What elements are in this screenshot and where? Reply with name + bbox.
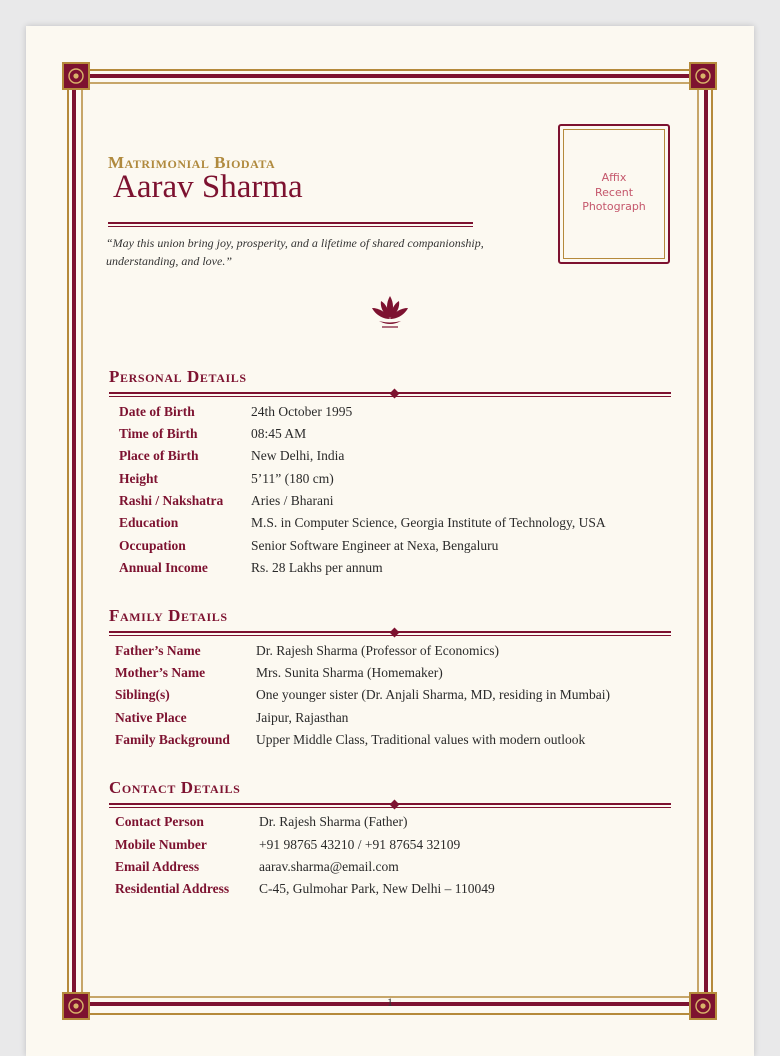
title-divider bbox=[108, 222, 473, 228]
document-kicker: Matrimonial Biodata bbox=[108, 153, 276, 172]
photo-label-line-1: Affix bbox=[601, 171, 627, 184]
list-item bbox=[115, 881, 715, 901]
list-item bbox=[115, 814, 715, 834]
title-block bbox=[108, 154, 478, 205]
field-value: 24th October 1995 bbox=[251, 404, 353, 419]
field-label: Education bbox=[119, 515, 179, 530]
corner-ornament-icon bbox=[62, 62, 90, 90]
section-divider bbox=[109, 391, 671, 399]
list-item bbox=[119, 493, 719, 513]
corner-ornament-icon bbox=[689, 62, 717, 90]
section-title-personal: Personal Details bbox=[109, 367, 247, 386]
section-title-family: Family Details bbox=[109, 606, 228, 625]
list-item bbox=[119, 471, 719, 491]
field-value: C-45, Gulmohar Park, New Delhi – 110049 bbox=[259, 881, 495, 896]
field-label: Residential Address bbox=[115, 881, 230, 896]
field-value: Senior Software Engineer at Nexa, Bengaluru bbox=[251, 538, 499, 553]
field-value: Upper Middle Class, Traditional values with modern outlook bbox=[256, 732, 586, 747]
field-label: Height bbox=[119, 471, 158, 486]
list-item bbox=[115, 710, 715, 730]
list-item bbox=[119, 515, 719, 535]
photo-placeholder bbox=[558, 124, 670, 264]
field-label: Family Background bbox=[115, 732, 230, 747]
field-label: Date of Birth bbox=[119, 404, 195, 419]
corner-ornament-icon bbox=[689, 992, 717, 1020]
field-label: Place of Birth bbox=[119, 448, 199, 463]
field-value: New Delhi, India bbox=[251, 448, 345, 463]
list-item bbox=[115, 687, 715, 707]
field-label: Contact Person bbox=[115, 814, 204, 829]
list-item bbox=[115, 643, 715, 663]
field-value: Rs. 28 Lakhs per annum bbox=[251, 560, 383, 575]
list-item bbox=[115, 859, 715, 879]
photo-label-line-3: Photograph bbox=[582, 200, 646, 213]
field-label: Father’s Name bbox=[115, 643, 201, 658]
list-item bbox=[115, 837, 715, 857]
field-value: +91 98765 43210 / +91 87654 32109 bbox=[259, 837, 461, 852]
field-value: Jaipur, Rajasthan bbox=[256, 710, 349, 725]
field-value: One younger sister (Dr. Anjali Sharma, MD, residing in Mumbai) bbox=[256, 687, 610, 702]
blessing-quote: “May this union bring joy, prosperity, and a lifetime of shared companionship, understanding, and love.” bbox=[106, 236, 484, 268]
list-item bbox=[115, 665, 715, 685]
page-number: 1 bbox=[387, 995, 393, 1009]
list-item bbox=[119, 560, 719, 580]
list-item bbox=[119, 404, 719, 424]
section-title-contact: Contact Details bbox=[109, 778, 241, 797]
list-item bbox=[119, 538, 719, 558]
field-value: Dr. Rajesh Sharma (Professor of Economics) bbox=[256, 643, 499, 658]
field-label: Time of Birth bbox=[119, 426, 198, 441]
field-label: Mother’s Name bbox=[115, 665, 206, 680]
list-item bbox=[115, 732, 715, 752]
candidate-name: Aarav Sharma bbox=[113, 169, 303, 205]
field-value: Dr. Rajesh Sharma (Father) bbox=[259, 814, 408, 829]
corner-ornament-icon bbox=[62, 992, 90, 1020]
field-label: Email Address bbox=[115, 859, 200, 874]
field-value: Mrs. Sunita Sharma (Homemaker) bbox=[256, 665, 443, 680]
field-label: Mobile Number bbox=[115, 837, 207, 852]
field-value: M.S. in Computer Science, Georgia Institute of Technology, USA bbox=[251, 515, 606, 530]
field-value: aarav.sharma@email.com bbox=[259, 859, 399, 874]
biodata-page bbox=[26, 26, 754, 1056]
field-label: Occupation bbox=[119, 538, 186, 553]
section-divider bbox=[109, 802, 671, 810]
list-item bbox=[119, 448, 719, 468]
field-value: Aries / Bharani bbox=[251, 493, 334, 508]
field-label: Annual Income bbox=[119, 560, 208, 575]
list-item bbox=[119, 426, 719, 446]
photo-label-line-2: Recent bbox=[594, 185, 634, 199]
field-label: Rashi / Nakshatra bbox=[119, 493, 224, 508]
field-value: 08:45 AM bbox=[251, 426, 307, 441]
field-label: Sibling(s) bbox=[115, 687, 170, 702]
field-value: 5’11” (180 cm) bbox=[251, 471, 334, 486]
lotus-icon bbox=[369, 292, 411, 334]
field-label: Native Place bbox=[115, 710, 187, 725]
section-divider bbox=[109, 630, 671, 638]
